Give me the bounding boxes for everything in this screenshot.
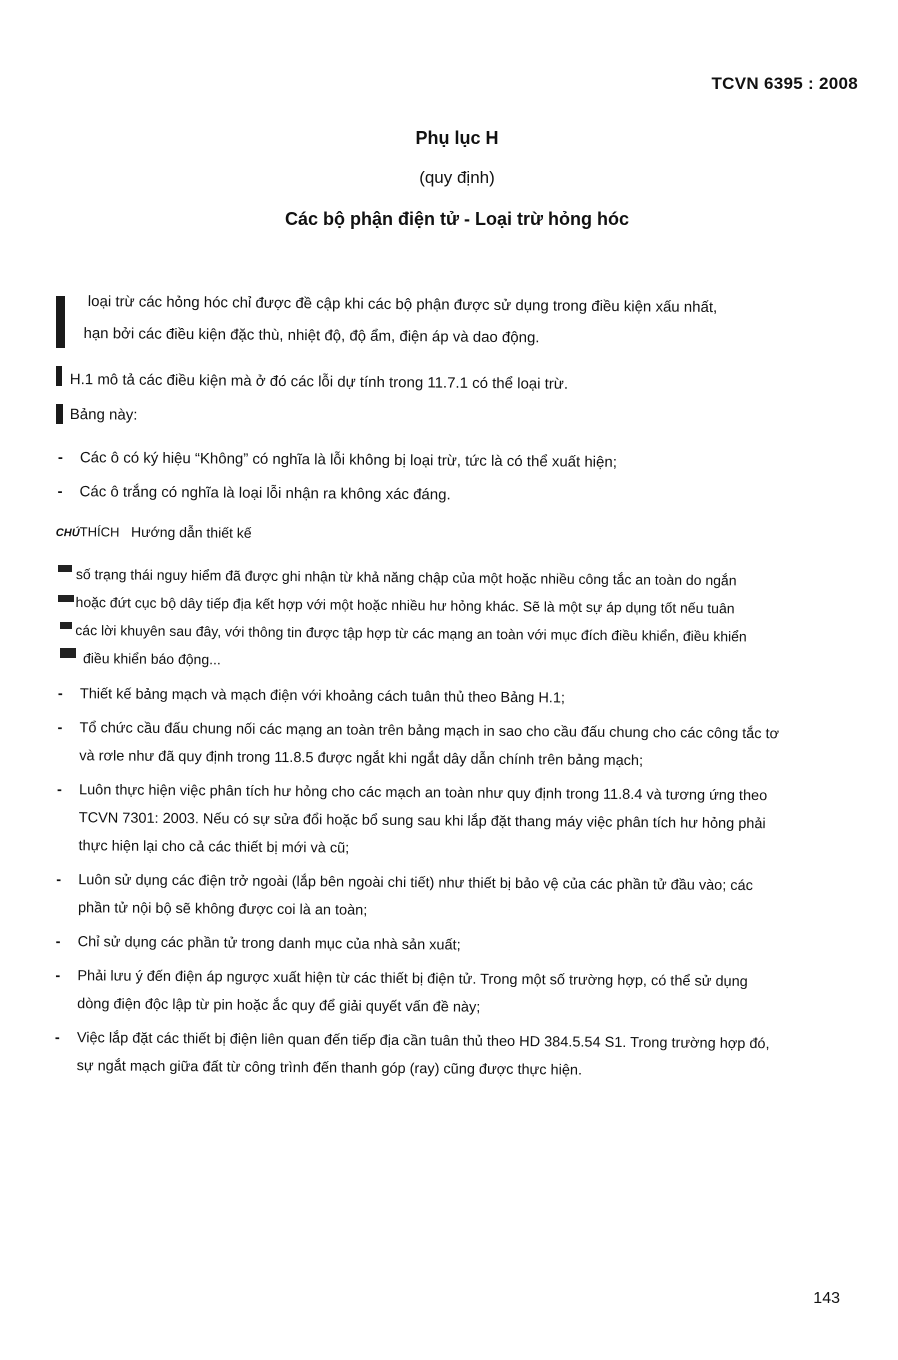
dash-bullet: - xyxy=(54,1029,60,1047)
dash-bullet: - xyxy=(57,448,63,467)
guideline-line: thực hiện lại cho cả các thiết bị mới và cũ; xyxy=(78,838,350,857)
dash-bullet: - xyxy=(57,685,63,703)
note-line: số trạng thái nguy hiểm đã được ghi nhận từ khả năng chập của một hoặc nhiều công tắc an toàn do ngắn xyxy=(75,565,737,589)
guidelines-list xyxy=(55,680,858,1087)
guideline-item xyxy=(57,714,857,777)
scan-edge-artifact xyxy=(56,296,65,348)
guideline-line: dòng điện độc lập từ pin hoặc ắc quy để giải quyết vấn đề này; xyxy=(77,996,481,1016)
guideline-line: sự ngắt mạch giữa đất từ công trình đến thanh góp (ray) cũng được thực hiện. xyxy=(76,1058,583,1079)
note-title: Hướng dẫn thiết kế xyxy=(131,523,252,541)
note-label-prefix: CHÚ xyxy=(55,526,80,540)
guideline-item xyxy=(56,928,856,963)
guideline-line: Luôn sử dụng các điện trở ngoài (lắp bên ngoài chi tiết) như thiết bị bảo vệ của các phần tử đầu vào; các xyxy=(78,872,753,895)
guideline-line: phần tử nội bộ sẽ không được coi là an toàn; xyxy=(77,900,368,919)
design-note-body xyxy=(75,560,876,680)
intro-paragraph xyxy=(83,286,880,358)
scan-smudge xyxy=(58,595,74,602)
guideline-item xyxy=(55,962,855,1025)
guideline-line: và rơle như đã quy định trong 11.8.5 được ngắt khi ngắt dây dẫn chính trên bảng mạch; xyxy=(79,748,644,770)
scan-edge-artifact xyxy=(56,404,63,424)
note-line: hoặc đứt cục bộ dây tiếp địa kết hợp với một hoặc nhiều hư hỏng khác. Sẽ là một sự áp dụng tốt nếu tuân xyxy=(75,593,735,617)
dash-bullet: - xyxy=(55,933,61,951)
intro-line-3: H.1 mô tả các điều kiện mà ở đó các lỗi dự tính trong 11.7.1 có thể loại trừ. xyxy=(69,370,569,393)
table-note-item xyxy=(58,444,858,479)
guideline-item xyxy=(56,776,857,867)
guideline-line: Chỉ sử dụng các phần tử trong danh mục của nhà sản xuất; xyxy=(77,934,461,954)
standard-code: TCVN 6395 : 2008 xyxy=(711,74,858,93)
page-number: 143 xyxy=(813,1290,840,1307)
guideline-item xyxy=(58,680,858,715)
dash-bullet: - xyxy=(56,871,62,889)
note-heading xyxy=(56,516,856,556)
dash-bullet: - xyxy=(57,482,63,501)
scan-smudge xyxy=(58,565,72,572)
guideline-line: Thiết kế bảng mạch và mạch điện với khoảng cách tuân thủ theo Bảng H.1; xyxy=(79,686,566,707)
table-notes-list xyxy=(57,444,858,513)
guideline-item xyxy=(56,866,856,929)
guideline-line: Phải lưu ý đến điện áp ngược xuất hiện từ các thiết bị điện tử. Trong một số trường hợp, có thể sử dụng xyxy=(77,968,748,991)
intro-line-2: hạn bởi các điều kiện đặc thù, nhiệt độ, độ ẩm, điện áp và dao động. xyxy=(83,324,540,347)
scan-edge-artifact xyxy=(56,366,62,386)
note-line: điều khiển báo động... xyxy=(82,650,221,668)
guideline-line: Luôn thực hiện việc phân tích hư hỏng cho các mạch an toàn như quy định trong 11.8.4 và tương ứng theo xyxy=(78,782,768,805)
intro-table-ref xyxy=(70,364,862,404)
dash-bullet: - xyxy=(57,719,63,737)
guideline-item xyxy=(55,1024,855,1087)
guideline-line: TCVN 7301: 2003. Nếu có sự sửa đổi hoặc bổ sung sau khi lắp đặt thang máy việc phân tích hư hỏng phải xyxy=(78,810,766,833)
guideline-line: Việc lắp đặt các thiết bị điện liên quan đến tiếp địa cần tuân thủ theo HD 384.5.54 S1. Trong trường hợp đó, xyxy=(76,1030,770,1053)
annex-title: Phụ lục H xyxy=(415,128,499,148)
guideline-line: Tổ chức cầu đấu chung nối các mạng an toàn trên bảng mạch in sao cho cầu đấu chung cho các công tắc tơ xyxy=(79,720,780,743)
scan-smudge xyxy=(60,622,72,629)
table-note-item xyxy=(57,478,857,513)
table-note-text: Các ô trắng có nghĩa là loại lỗi nhận ra không xác đáng. xyxy=(79,483,451,504)
dash-bullet: - xyxy=(56,781,62,799)
note-label: THÍCH xyxy=(79,524,120,540)
table-note-text: Các ô có ký hiệu “Không” có nghĩa là lỗi không bị loại trừ, tức là có thể xuất hiện; xyxy=(79,449,617,471)
scan-smudge xyxy=(60,648,76,658)
note-line: các lời khuyên sau đây, với thông tin được tập hợp từ các mạng an toàn với mục đích điều khiển, điều khiển xyxy=(75,621,747,645)
dash-bullet: - xyxy=(55,967,61,985)
annex-heading: Các bộ phận điện tử - Loại trừ hỏng hóc xyxy=(284,209,630,229)
design-note xyxy=(56,516,856,556)
intro-table-intro xyxy=(70,399,862,439)
annex-subtitle: (quy định) xyxy=(419,168,495,187)
intro-line-1: loại trừ các hỏng hóc chỉ được đề cập khi các bộ phận được sử dụng trong điều kiện xấu nhất, xyxy=(87,292,718,317)
intro-line-4: Bảng này: xyxy=(69,405,138,424)
